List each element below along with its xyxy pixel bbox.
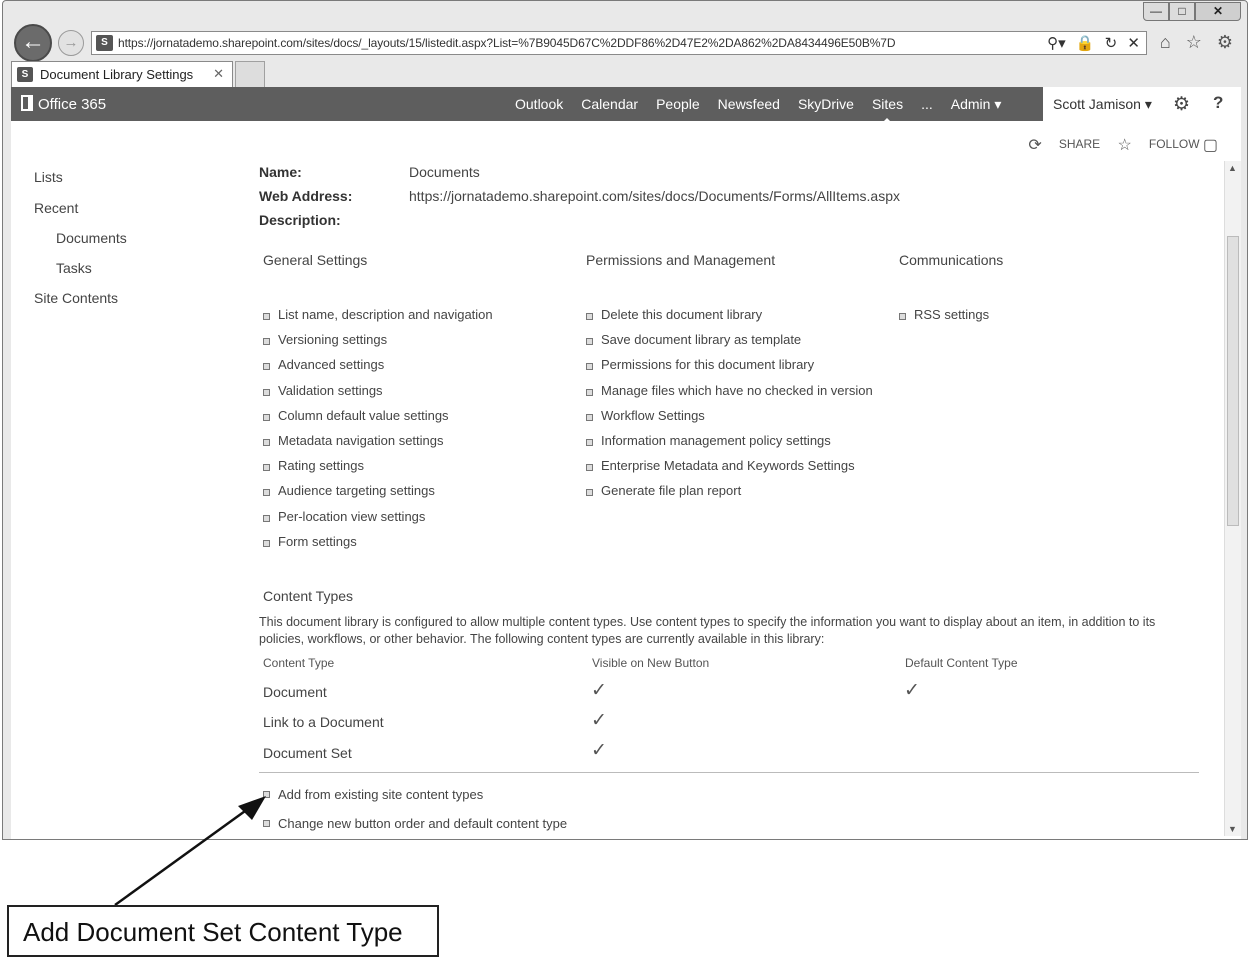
link-info-management-policy[interactable]: Information management policy settings <box>584 433 873 458</box>
link-change-new-button-order[interactable]: Change new button order and default content type <box>263 816 567 840</box>
back-button[interactable]: ← <box>14 24 52 62</box>
page-content <box>11 121 1241 839</box>
header-visible-on-new: Visible on New Button <box>592 656 710 670</box>
permissions-heading: Permissions and Management <box>586 252 776 268</box>
link-list-name-description[interactable]: List name, description and navigation <box>261 307 493 332</box>
nav-lists[interactable]: Lists <box>34 169 63 185</box>
help-icon[interactable]: ? <box>1213 93 1224 112</box>
follow-button[interactable]: ☆ FOLLOW <box>1117 137 1200 154</box>
close-window-button[interactable]: ✕ <box>1195 2 1241 21</box>
content-types-description: This document library is configured to allow multiple content types. Use content types to specify the information you want to display about an item, in addition to its policies, workflows, or other behavior. The following content types are currently available in this library: <box>259 615 1156 646</box>
close-tab-icon[interactable]: ✕ <box>213 66 224 81</box>
refresh-icon[interactable]: ↻ <box>1104 35 1118 52</box>
link-delete-library[interactable]: Delete this document library <box>584 307 873 332</box>
settings-gear-icon[interactable]: ⚙ <box>1173 94 1191 115</box>
link-rss-settings[interactable]: RSS settings <box>897 307 989 332</box>
link-metadata-navigation[interactable]: Metadata navigation settings <box>261 433 493 458</box>
checkmark-icon: ✓ <box>904 680 920 701</box>
link-advanced-settings[interactable]: Advanced settings <box>261 357 493 382</box>
address-bar[interactable] <box>91 31 1147 55</box>
office365-logo[interactable] <box>21 95 106 113</box>
user-menu[interactable]: Scott Jamison ▾ <box>1053 96 1152 112</box>
tab-document-library-settings[interactable] <box>11 61 233 87</box>
vertical-scrollbar[interactable] <box>1224 161 1241 836</box>
suite-nav-people[interactable]: People <box>656 96 700 112</box>
link-validation-settings[interactable]: Validation settings <box>261 383 493 408</box>
browser-toolbar <box>1150 32 1233 53</box>
link-versioning-settings[interactable]: Versioning settings <box>261 332 493 357</box>
nav-site-contents[interactable]: Site Contents <box>34 290 119 306</box>
star-icon: ☆ <box>1117 137 1132 154</box>
address-url[interactable]: https://jornatademo.sharepoint.com/sites/docs/_layouts/15/listedit.aspx?List=%7B9045D67C%2DDF86%2D47E2%2DA862%2DA8434496E50B%7D <box>118 36 896 50</box>
suite-nav-skydrive[interactable]: SkyDrive <box>797 96 854 112</box>
link-per-location-view[interactable]: Per-location view settings <box>261 509 493 534</box>
callout-box <box>7 905 439 957</box>
divider <box>259 772 1199 773</box>
checkmark-icon: ✓ <box>591 680 607 701</box>
suite-nav-admin[interactable]: Admin ▾ <box>950 96 1002 112</box>
share-button[interactable]: ⟳ SHARE <box>1028 137 1101 154</box>
checkmark-icon: ✓ <box>591 740 607 761</box>
sharepoint-icon: S <box>17 67 33 82</box>
nav-recent[interactable]: Recent <box>34 200 79 216</box>
web-address-label: Web Address: <box>259 188 353 204</box>
office-icon <box>21 95 33 111</box>
page-actions <box>1014 135 1221 155</box>
sharepoint-icon: S <box>96 35 113 51</box>
link-rating-settings[interactable]: Rating settings <box>261 458 493 483</box>
new-tab-button[interactable] <box>235 61 265 87</box>
suite-nav-outlook[interactable]: Outlook <box>515 96 564 112</box>
content-type-document-set[interactable]: Document Set <box>263 745 352 761</box>
name-value: Documents <box>409 164 480 180</box>
header-content-type: Content Type <box>263 656 335 670</box>
content-type-document[interactable]: Document <box>263 684 327 700</box>
suite-nav-sites[interactable]: Sites <box>871 96 904 112</box>
content-types-heading: Content Types <box>263 588 354 604</box>
name-label: Name: <box>259 164 302 180</box>
link-generate-file-plan[interactable]: Generate file plan report <box>584 483 873 508</box>
nav-recent-tasks[interactable]: Tasks <box>56 260 92 276</box>
lock-icon[interactable]: 🔒 <box>1075 35 1095 52</box>
link-add-existing-content-types[interactable]: Add from existing site content types <box>263 787 567 816</box>
scroll-up-icon[interactable]: ▲ <box>1228 163 1237 173</box>
suite-bar <box>11 87 1241 121</box>
link-workflow-settings[interactable]: Workflow Settings <box>584 408 873 433</box>
permissions-list <box>584 307 873 509</box>
content-type-link-to-document[interactable]: Link to a Document <box>263 714 384 730</box>
link-enterprise-metadata[interactable]: Enterprise Metadata and Keywords Settings <box>584 458 873 483</box>
search-icon[interactable]: ⚲▾ <box>1047 35 1066 52</box>
communications-heading: Communications <box>899 252 1004 268</box>
general-settings-heading: General Settings <box>263 252 368 268</box>
window-controls <box>1143 2 1241 21</box>
suite-nav-more[interactable]: ... <box>921 96 933 112</box>
link-column-default-value[interactable]: Column default value settings <box>261 408 493 433</box>
home-icon[interactable]: ⌂ <box>1159 32 1171 52</box>
suite-nav-calendar[interactable]: Calendar <box>581 96 639 112</box>
stop-icon[interactable]: ✕ <box>1127 35 1140 52</box>
brand-label: Office 365 <box>38 96 107 113</box>
link-permissions[interactable]: Permissions for this document library <box>584 357 873 382</box>
callout-text: Add Document Set Content Type <box>23 917 403 947</box>
link-form-settings[interactable]: Form settings <box>261 534 493 559</box>
minimize-button[interactable]: — <box>1143 2 1169 21</box>
content-type-links <box>263 787 567 840</box>
tools-gear-icon[interactable]: ⚙ <box>1216 32 1233 52</box>
checkmark-icon: ✓ <box>591 710 607 731</box>
nav-recent-documents[interactable]: Documents <box>56 230 127 246</box>
maximize-button[interactable]: □ <box>1169 2 1195 21</box>
tab-title: Document Library Settings <box>40 67 194 82</box>
suite-nav-newsfeed[interactable]: Newsfeed <box>717 96 780 112</box>
link-audience-targeting[interactable]: Audience targeting settings <box>261 483 493 508</box>
description-label: Description: <box>259 212 341 228</box>
share-icon: ⟳ <box>1028 137 1042 154</box>
general-settings-list <box>261 307 493 559</box>
forward-button[interactable]: → <box>58 30 84 56</box>
focus-content-icon[interactable]: ▢ <box>1202 137 1218 154</box>
favorites-star-icon[interactable]: ☆ <box>1185 32 1202 52</box>
web-address-value: https://jornatademo.sharepoint.com/sites/docs/Documents/Forms/AllItems.aspx <box>409 188 900 204</box>
scroll-down-icon[interactable]: ▼ <box>1228 824 1237 834</box>
header-default-content-type: Default Content Type <box>905 656 1018 670</box>
link-save-as-template[interactable]: Save document library as template <box>584 332 873 357</box>
scrollbar-thumb[interactable] <box>1227 236 1239 526</box>
address-tools <box>1041 34 1140 52</box>
communications-list <box>897 307 989 332</box>
user-area <box>1043 87 1241 121</box>
link-manage-checked-in[interactable]: Manage files which have no checked in version <box>584 383 873 408</box>
suite-nav <box>515 96 1019 113</box>
browser-window <box>2 0 1248 840</box>
